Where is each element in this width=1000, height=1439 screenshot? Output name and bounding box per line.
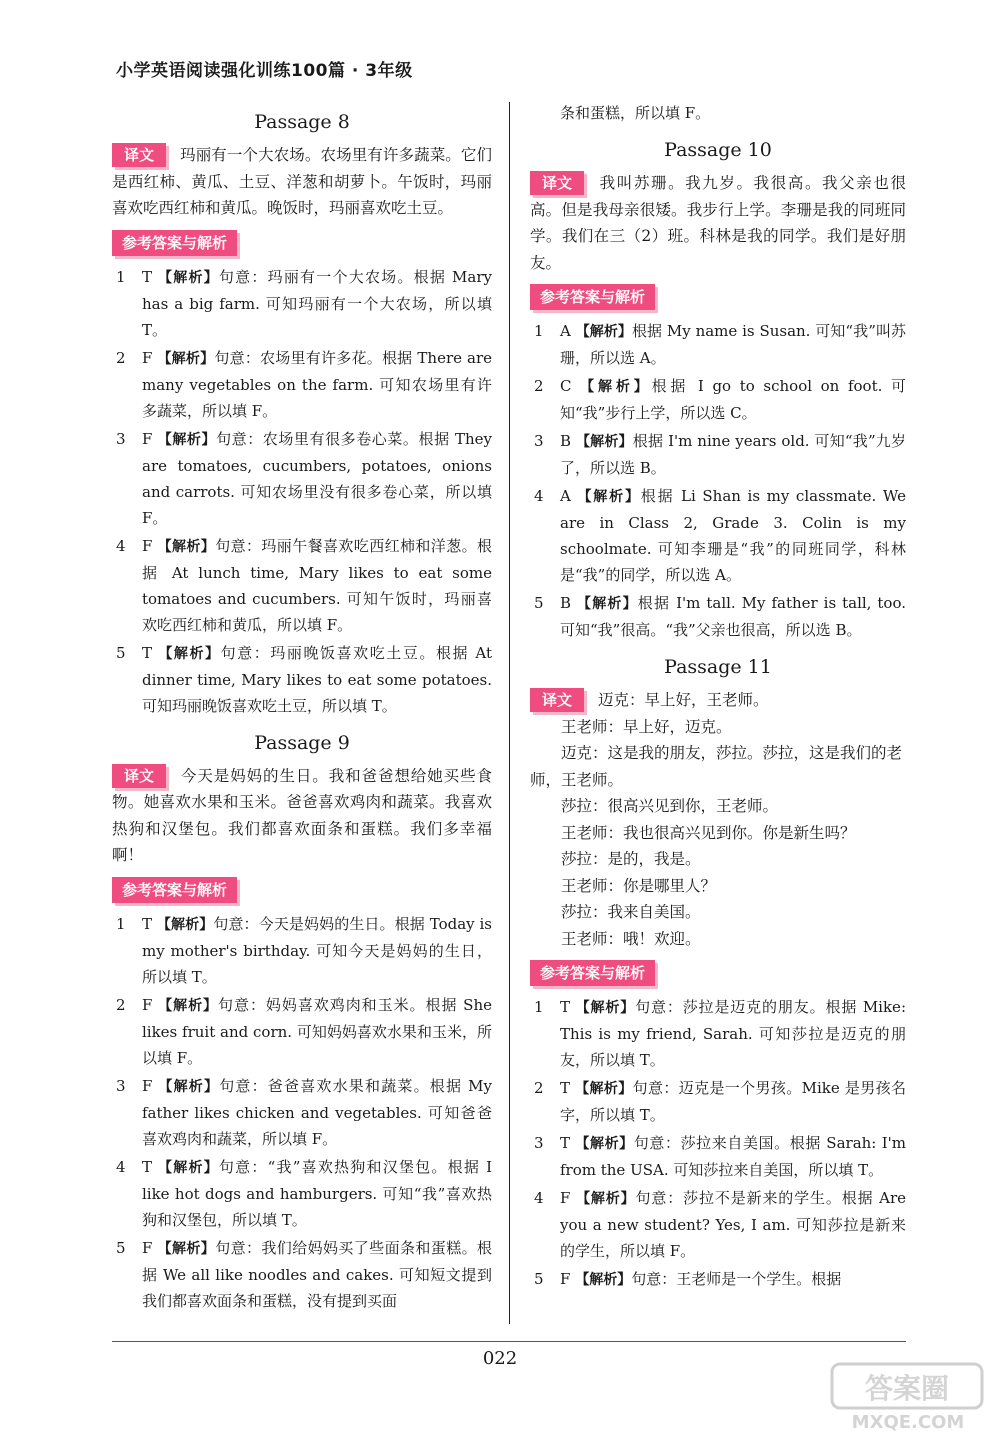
right-column (530, 100, 906, 1295)
dialog-line: 王老师：哦！欢迎。 (561, 929, 701, 948)
dialog-line: 莎拉：很高兴见到你，王老师。 (561, 797, 779, 815)
answer-item: 3 T 【解析】句意：莎拉来自美国。根据 Sarah: I'm from the USA. 可知莎拉来自美国，所以填 T。 (534, 1134, 906, 1179)
answer-item: 4 T 【解析】句意：“我”喜欢热狗和汉堡包。根据 I like hot dogs and hamburgers. 可知“我”喜欢热狗和汉堡包，所以填 T。 (116, 1157, 492, 1229)
answers-heading: 参考答案与解析 (530, 960, 655, 986)
page-number: 022 (482, 1348, 518, 1369)
answer-item: 2 F 【解析】句意：妈妈喜欢鸡肉和玉米。根据 She likes fruit and corn. 可知妈妈喜欢水果和玉米，所以填 F。 (116, 995, 492, 1067)
passage-11-dialog (530, 714, 906, 953)
dialog-line: 迈克：这是我的朋友，莎拉。莎拉，这是我们的老师，王老师。 (530, 744, 903, 789)
answer-item: 5 F 【解析】句意：王老师是一个学生。根据 (534, 1270, 842, 1288)
translation-tag: 译文 (530, 688, 584, 712)
footer-rule (112, 1341, 906, 1342)
answer-item: 1 T 【解析】句意：今天是妈妈的生日。根据 Today is my mother's birthday. 可知今天是妈妈的生日，所以填 T。 (116, 914, 492, 986)
translation-tag: 译文 (530, 171, 584, 195)
column-divider (509, 102, 510, 1324)
passage-9-title: Passage 9 (254, 731, 350, 754)
dialog-line: 莎拉：是的，我是。 (561, 850, 701, 868)
answer-item: 3 F 【解析】句意：爸爸喜欢水果和蔬菜。根据 My father likes chicken and vegetables. 可知爸爸喜欢鸡肉和蔬菜，所以填 F。 (116, 1076, 492, 1148)
watermark-logo (830, 1360, 990, 1434)
answer-continuation: 条和蛋糕，所以填 F。 (560, 104, 711, 122)
answer-item: 5 F 【解析】句意：我们给妈妈买了些面条和蛋糕。根据 We all like noodles and cakes. 可知短文提到我们都喜欢面条和蛋糕，没有提到买面 (116, 1238, 492, 1310)
svg-text:答案圈: 答案圈 (864, 1372, 950, 1405)
answer-item: 5 B 【解析】根据 I'm tall. My father is tall, too. 可知“我”很高。“我”父亲也很高，所以选 B。 (534, 594, 906, 639)
answer-item: 1 T 【解析】句意：莎拉是迈克的朋友。根据 Mike: This is my friend, Sarah. 可知莎拉是迈克的朋友，所以填 T。 (534, 998, 906, 1069)
answers-heading: 参考答案与解析 (530, 284, 655, 310)
dialog-line: 王老师：早上好，迈克。 (561, 717, 732, 736)
passage-9-translation: 译文 今天是妈妈的生日。我和爸爸想给她买些食物。她喜欢水果和玉米。爸爸喜欢鸡肉和蔬菜。我喜欢热狗和汉堡包。我们都喜欢面条和蛋糕。我们多幸福啊！ (112, 763, 492, 869)
passage-8-answers (112, 264, 492, 719)
left-column (112, 100, 492, 1316)
answer-item: 1 A 【解析】根据 My name is Susan. 可知“我”叫苏珊，所以选 A。 (534, 322, 907, 367)
passage-10-answers (530, 318, 906, 643)
passage-10-translation: 译文 我叫苏珊。我九岁。我很高。我父亲也很高。但是我母亲很矮。我步行上学。李珊是我的同班同学。我们在三（2）班。科林是我的同学。我们是好朋友。 (530, 170, 906, 276)
answer-item: 3 B 【解析】根据 I'm nine years old. 可知“我”九岁了，所以选 B。 (534, 432, 906, 477)
answers-heading: 参考答案与解析 (112, 230, 237, 256)
answer-item: 4 F 【解析】句意：玛丽午餐喜欢吃西红柿和洋葱。根据 At lunch time, Mary likes to eat some tomatoes and cucumbers. 可知午饭时，玛丽喜欢吃西红柿和黄瓜，所以填 F。 (116, 536, 492, 634)
answer-item: 1 T 【解析】句意：玛丽有一个大农场。根据 Mary has a big farm. 可知玛丽有一个大农场，所以填 T。 (116, 267, 493, 339)
answers-heading: 参考答案与解析 (112, 877, 237, 903)
translation-tag: 译文 (112, 143, 166, 167)
answer-item: 5 T 【解析】句意：玛丽晚饭喜欢吃土豆。根据 At dinner time, Mary likes to eat some potatoes. 可知玛丽晚饭喜欢吃土豆，所以填 T。 (116, 643, 493, 715)
answer-item: 2 F 【解析】句意：农场里有许多花。根据 There are many vegetables on the farm. 可知农场里有许多蔬菜，所以填 F。 (116, 348, 492, 420)
answer-item: 2 T 【解析】句意：迈克是一个男孩。Mike 是男孩名字，所以填 T。 (534, 1079, 906, 1124)
passage-9-answers (112, 911, 492, 1314)
passage-8-title: Passage 8 (254, 111, 350, 133)
passage-8-translation: 译文 玛丽有一个大农场。农场里有许多蔬菜。它们是西红柿、黄瓜、土豆、洋葱和胡萝卜。午饭时，玛丽喜欢吃西红柿和黄瓜。晚饭时，玛丽喜欢吃土豆。 (112, 142, 492, 222)
dialog-line: 王老师：我也很高兴见到你。你是新生吗？ (561, 823, 856, 842)
answer-item: 3 F 【解析】句意：农场里有很多卷心菜。根据 They are tomatoes, cucumbers, potatoes, onions and carrots. 可知农场里没有很多卷心菜，所以填 F。 (116, 429, 492, 527)
passage-11-title: Passage 11 (664, 656, 772, 678)
passage-11-translation: 译文 迈克：早上好，王老师。 (530, 687, 906, 714)
dialog-line: 莎拉：我来自美国。 (561, 903, 701, 921)
svg-text:MXQE.COM: MXQE.COM (851, 1412, 965, 1433)
answer-item: 4 F 【解析】句意：莎拉不是新来的学生。根据 Are you a new student? Yes, I am. 可知莎拉是新来的学生，所以填 F。 (534, 1189, 907, 1260)
translation-tag: 译文 (112, 764, 166, 788)
passage-11-answers (530, 994, 906, 1293)
answer-item: 2 C 【解析】根据 I go to school on foot. 可知“我”步行上学，所以选 C。 (534, 377, 906, 422)
book-title: 小学英语阅读强化训练100篇 · 3年级 (116, 61, 413, 81)
passage-10-title: Passage 10 (664, 139, 772, 161)
dialog-line: 王老师：你是哪里人？ (561, 876, 717, 895)
answer-item: 4 A 【解析】根据 Li Shan is my classmate. We are in Class 2, Grade 3. Colin is my schoolmate. 可知李珊是“我”的同班同学，科林是“我”的同学，所以选 A。 (534, 487, 906, 584)
